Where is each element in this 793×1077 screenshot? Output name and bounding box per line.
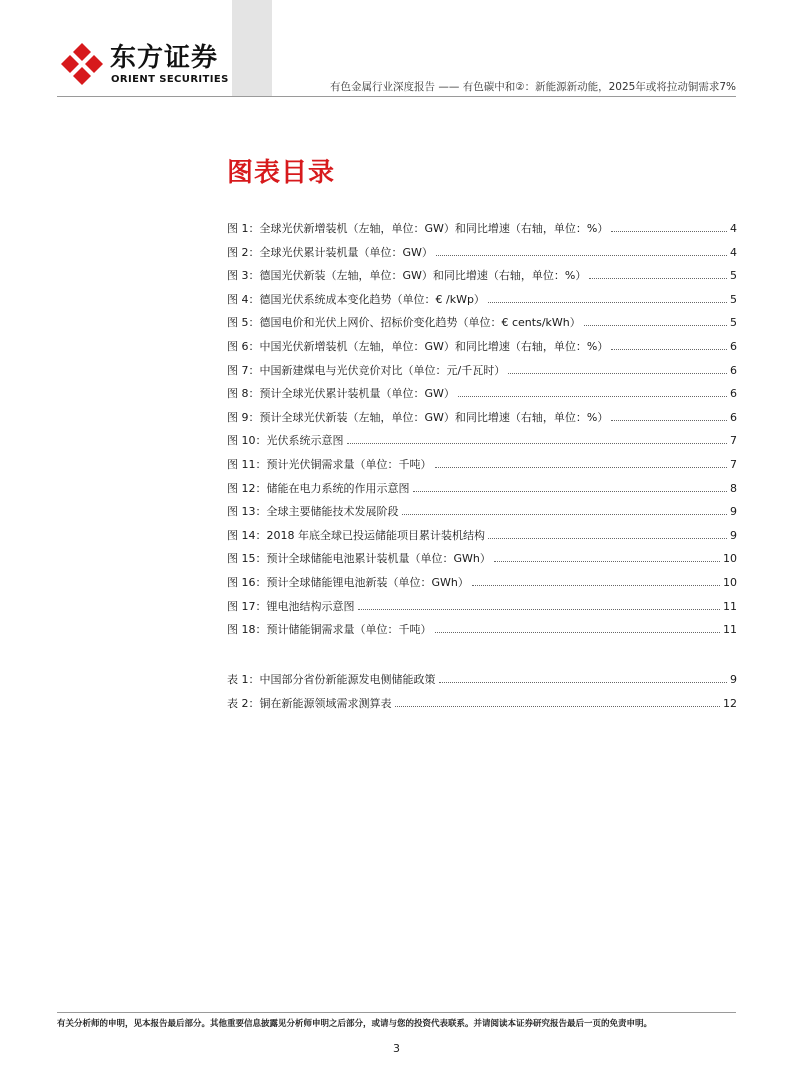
toc-entry-leader-dots <box>488 301 727 303</box>
toc-entry-label: 图 7：中国新建煤电与光伏竞价对比（单位：元/千瓦时） <box>227 363 506 377</box>
toc-entry-label: 图 6：中国光伏新增装机（左轴，单位：GW）和同比增速（右轴，单位：%） <box>227 339 609 353</box>
toc-entry-label: 图 8：预计全球光伏累计装机量（单位：GW） <box>227 387 455 401</box>
toc-entry-leader-dots <box>358 608 721 610</box>
toc-entry[interactable] <box>227 339 737 363</box>
toc-entry-page: 5 <box>730 269 737 283</box>
toc-entry-label: 图 14：2018 年底全球已投运储能项目累计装机结构 <box>227 528 485 542</box>
toc-entry-label: 图 13：全球主要储能技术发展阶段 <box>227 505 399 519</box>
toc-entry-leader-dots <box>494 560 720 562</box>
toc-entry[interactable] <box>227 386 737 410</box>
toc-entry-label: 图 2：全球光伏累计装机量（单位：GW） <box>227 245 433 259</box>
toc-entry[interactable] <box>227 292 737 316</box>
footer-disclaimer: 有关分析师的申明，见本报告最后部分。其他重要信息披露见分析师申明之后部分，或请与您的投资代表联系。并请阅读本证券研究报告最后一页的免责申明。 <box>57 1019 653 1029</box>
footer-divider <box>57 1012 736 1013</box>
toc-entry[interactable] <box>227 268 737 292</box>
toc-entry[interactable] <box>227 245 737 269</box>
page-number: 3 <box>393 1042 400 1055</box>
toc-entry[interactable] <box>227 315 737 339</box>
report-header-title: 有色金属行业深度报告 —— 有色碳中和②：新能源新动能，2025年或将拉动铜需求7% <box>330 81 736 93</box>
toc-entry-leader-dots <box>584 324 727 326</box>
toc-entry-leader-dots <box>458 395 727 397</box>
toc-entry-label: 图 11：预计光伏铜需求量（单位：千吨） <box>227 457 432 471</box>
toc-entry-leader-dots <box>413 490 728 492</box>
toc-entry[interactable] <box>227 433 737 457</box>
header-divider <box>57 96 736 97</box>
toc-entry-label: 图 12：储能在电力系统的作用示意图 <box>227 481 410 495</box>
brand-name-en: ORIENT SECURITIES <box>111 74 229 85</box>
brand-name-cn: 东方证券 <box>110 43 219 73</box>
toc-entry[interactable] <box>227 599 737 623</box>
toc-entry[interactable] <box>227 457 737 481</box>
toc-entry[interactable] <box>227 696 737 720</box>
toc-entry-page: 7 <box>730 434 737 448</box>
toc-entry-label: 图 3：德国光伏新装（左轴，单位：GW）和同比增速（右轴，单位：%） <box>227 269 587 283</box>
toc-entry-page: 6 <box>730 363 737 377</box>
toc-entry-label: 图 1：全球光伏新增装机（左轴，单位：GW）和同比增速（右轴，单位：%） <box>227 222 609 235</box>
toc-entry-label: 图 10：光伏系统示意图 <box>227 434 344 448</box>
toc-entry-label: 图 15：预计全球储能电池累计装机量（单位：GWh） <box>227 552 491 566</box>
toc-entry[interactable] <box>227 504 737 528</box>
toc-entry-page: 4 <box>730 222 737 235</box>
toc-entry[interactable] <box>227 481 737 505</box>
toc-entry-leader-dots <box>435 631 721 633</box>
toc-entry-leader-dots <box>488 537 727 539</box>
orient-securities-logo-icon <box>60 42 104 86</box>
toc-entry-page: 9 <box>730 673 737 686</box>
toc-entry-page: 11 <box>723 623 737 637</box>
toc-entry-page: 6 <box>730 339 737 353</box>
toc-entry-leader-dots <box>611 419 727 421</box>
toc-entry-page: 9 <box>730 528 737 542</box>
toc-entry-page: 8 <box>730 481 737 495</box>
toc-entry-label: 表 2：铜在新能源领域需求测算表 <box>227 696 392 710</box>
toc-entry-label: 图 5：德国电价和光伏上网价、招标价变化趋势（单位：€ cents/kWh） <box>227 316 581 330</box>
toc-entry-page: 12 <box>723 696 737 710</box>
toc-entry-page: 5 <box>730 292 737 306</box>
toc-entry-label: 图 4：德国光伏系统成本变化趋势（单位：€ /kWp） <box>227 292 485 306</box>
toc-entry-page: 10 <box>723 552 737 566</box>
toc-entry-leader-dots <box>508 372 727 374</box>
toc-entry-page: 6 <box>730 387 737 401</box>
toc-entry[interactable] <box>227 363 737 387</box>
toc-figure-list <box>227 221 737 646</box>
toc-entry-leader-dots <box>611 348 727 350</box>
toc-entry-leader-dots <box>347 442 728 444</box>
toc-entry-leader-dots <box>395 705 721 707</box>
toc-entry[interactable] <box>227 528 737 552</box>
toc-entry-page: 11 <box>723 599 737 613</box>
toc-entry-leader-dots <box>589 277 727 279</box>
toc-entry-leader-dots <box>472 584 720 586</box>
toc-entry-label: 图 18：预计储能铜需求量（单位：千吨） <box>227 623 432 637</box>
toc-entry-page: 9 <box>730 505 737 519</box>
toc-entry-label: 图 17：锂电池结构示意图 <box>227 599 355 613</box>
toc-table-list <box>227 672 737 719</box>
toc-entry-leader-dots <box>436 254 727 256</box>
toc-entry[interactable] <box>227 622 737 646</box>
toc-entry-leader-dots <box>611 230 727 232</box>
toc-entry-page: 7 <box>730 457 737 471</box>
toc-entry-label: 图 16：预计全球储能锂电池新装（单位：GWh） <box>227 575 469 589</box>
toc-entry-label: 图 9：预计全球光伏新装（左轴，单位：GW）和同比增速（右轴，单位：%） <box>227 410 609 424</box>
toc-entry[interactable] <box>227 221 737 245</box>
toc-entry-leader-dots <box>435 466 728 468</box>
toc-title: 图表目录 <box>227 158 336 188</box>
header-decor-band <box>232 0 272 96</box>
toc-entry-page: 6 <box>730 410 737 424</box>
toc-entry-leader-dots <box>439 681 728 683</box>
toc-entry-leader-dots <box>402 513 728 515</box>
toc-entry[interactable] <box>227 551 737 575</box>
toc-entry[interactable] <box>227 672 737 696</box>
toc-entry-page: 5 <box>730 316 737 330</box>
toc-entry-label: 表 1：中国部分省份新能源发电侧储能政策 <box>227 673 436 686</box>
toc-entry[interactable] <box>227 410 737 434</box>
toc-entry[interactable] <box>227 575 737 599</box>
toc-entry-page: 4 <box>730 245 737 259</box>
toc-entry-page: 10 <box>723 575 737 589</box>
